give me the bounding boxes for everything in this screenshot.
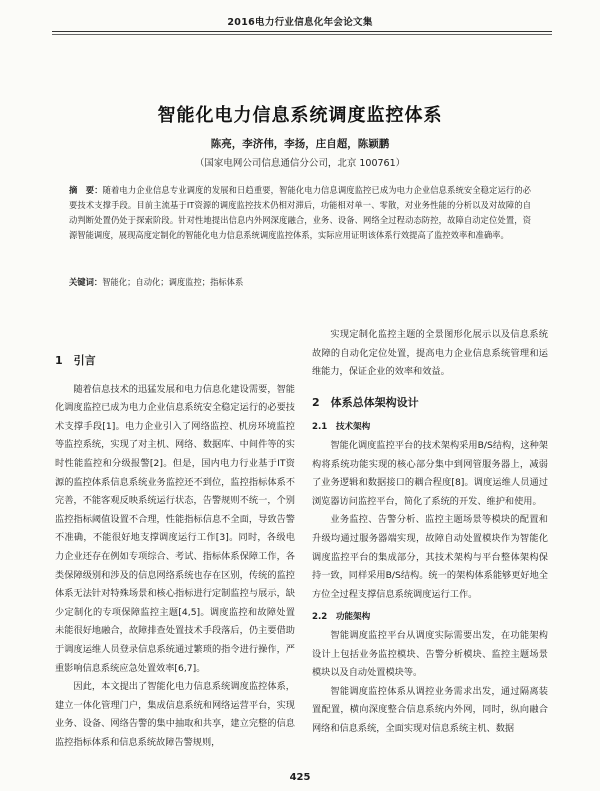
left-column xyxy=(55,352,295,752)
abstract-text: 随着电力企业信息专业调度的发展和日趋重要，智能化电力信息调度监控已成为电力企业信息系统安全稳定运行的必要技术支撑手段。目前主流基于IT资源的调度监控技术仍相对滞后，功能相对单一、零散，对业务性能的分析以及对故障的自动判断处置仍处于探索阶段。针对性地提出信息内外网深度融合，业务、设备、网络全过程动态防控，故障自动定位处置，资源智能调度，展现高度定制化的智能化电力信息系统调度监控体系，实际应用证明该体系行效提高了监控效率和准确率。 xyxy=(69,185,531,240)
paragraph: 因此，本文提出了智能化电力信息系统调度监控体系，建立一体化管理门户，集成信息系统和网络运营平台，实现业务、设备、网络告警的集中抽取和共享，建立完整的信息监控指标体系和信息系统故障告警规则， xyxy=(55,681,295,748)
affiliation: （国家电网公司信息通信分公司，北京 100761） xyxy=(194,158,406,169)
keywords-label: 关键词： xyxy=(69,277,103,287)
paragraph: 随着信息技术的迅猛发展和电力信息化建设需要，智能化调度监控已成为电力企业信息系统安全稳定运行的必要技术支撑手段[1]。电力企业引入了网络监控、机房环境监控等监控系统，实现了对主机、网络、数据库、中间件等的实时性能监控和分级报警[2]。但是，国内电力行业基于IT资源的监控体系信息系统业务监控还不到位，监控指标体系不完善，不能客观反映系统运行状态，告警规则不统一，个别监控指标阈值设置不合理，性能指标信息不全面，导致告警不准确，不能很好地支撑调度运行工作[3]。同时，各级电力企业还存在例如专项综合、考试、指标体系保障工作，各类保障级别和涉及的信息网络系统也存在区别，传统的监控体系无法针对特殊场景和核心指标进行定制监控与展示，缺少定制化的专项保障监控主题[4,5]。调度监控和故障处置未能很好地融合，故障排查处置技术手段落后，仍主要借助于调度运维人员登录信息系统通过繁琐的指令进行操作，严重影响信息系统应急处置效率[6,7]。 xyxy=(55,383,295,674)
paragraph: 智能化调度监控平台的技术架构采用B/S结构，这种架构将系统功能实现的核心部分集中到网管服务器上，减弱了业务逻辑和数据接口的耦合程度[8]。调度运维人员通过浏览器访问监控平台，简化了系统的开发、维护和使用。 xyxy=(312,439,548,507)
abstract xyxy=(69,183,531,243)
authors: 陈亮，李济伟，李扬，庄自超，陈颖鹏 xyxy=(210,138,390,150)
subsection-2-1-heading: 2.1 技术架构 xyxy=(312,422,371,433)
paragraph: 智能调度监控平台从调度实际需要出发，在功能架构设计上包括业务监控模块、告警分析模块、监控主题场景模块以及自动处置模块等。 xyxy=(312,629,548,679)
paragraph: 实现定制化监控主题的全景图形化展示以及信息系统故障的自动化定位处置，提高电力企业信息系统管理和运维能力，保证企业的效率和效益。 xyxy=(312,329,548,378)
section-1-heading: 1 引言 xyxy=(55,354,96,367)
header-rule-thin xyxy=(52,34,552,35)
section-2-heading: 2 体系总体架构设计 xyxy=(312,395,419,409)
header-rule xyxy=(52,31,552,32)
page-number: 425 xyxy=(289,772,311,783)
paper-title: 智能化电力信息系统调度监控体系 xyxy=(157,105,443,126)
subsection-2-2-heading: 2.2 功能架构 xyxy=(312,612,371,623)
keywords-text: 智能化；自动化；调度监控；指标体系 xyxy=(102,277,244,287)
running-header: 2016电力行业信息化年会论文集 xyxy=(227,17,373,28)
abstract-label: 摘 要： xyxy=(69,185,103,195)
keywords xyxy=(69,275,531,290)
paragraph: 业务监控、告警分析、监控主题场景等模块的配置和升级均通过服务器端实现，故障自动处置模块作为智能化调度监控平台的集成部分，其技术架构与平台整体架构保持一致，同样采用B/S结构。统一的架构体系能够更好地全方位全过程支撑信息系统调度运行工作。 xyxy=(312,514,548,600)
paragraph: 智能调度监控体系从调控业务需求出发，通过隔离装置配置，横向深度整合信息系统内外网，同时，纵向融合网络和信息系统，全面实现对信息系统主机、数据 xyxy=(312,685,548,734)
right-column xyxy=(312,326,548,738)
